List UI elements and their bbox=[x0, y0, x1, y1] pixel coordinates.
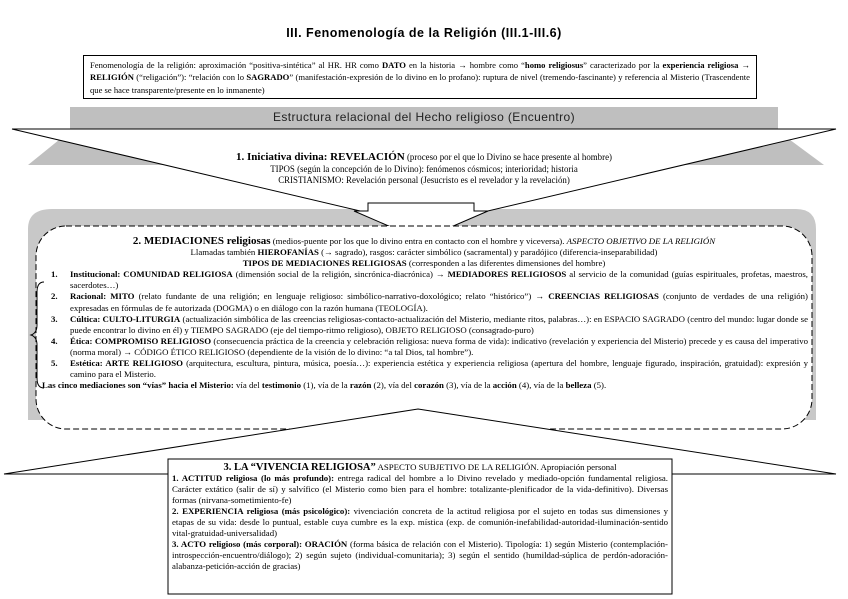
list-item bbox=[172, 506, 668, 539]
list-item bbox=[40, 358, 808, 380]
intro-text: ” caracterizado por la bbox=[583, 60, 663, 70]
vivencia-heading: 3. LA “VIVENCIA RELIGIOSA” bbox=[223, 462, 376, 473]
item-text: (arquitectura, escultura, pintura, música, poesía…): experiencia estética y experiencia religiosa (apertura del hombre, lenguaje figurado, inspiración, gratuidad): expresión y camino para el Misterio. bbox=[70, 358, 808, 380]
mediaciones-desc: (medios-puente por los que lo divino entra en contacto con el hombre y viceversa). bbox=[270, 236, 567, 246]
item-text: (dimensión social de la religión, sincrónica-diacrónica) → bbox=[232, 269, 448, 280]
item-label: Institucional: COMUNIDAD RELIGIOSA bbox=[70, 269, 233, 280]
vivencia-desc: ASPECTO SUBJETIVO DE LA RELIGIÓN. Apropiación personal bbox=[375, 462, 617, 472]
mediaciones-text: Llamadas también bbox=[190, 247, 258, 258]
banner-title: Estructura relacional del Hecho religioso (Encuentro) bbox=[272, 110, 575, 124]
vivencia-block bbox=[172, 462, 668, 572]
list-item bbox=[172, 473, 668, 506]
item-text: entrega radical del hombre a lo Divino revelado y mediado-opción fundamental religiosa. Carácter extático (salir de sí) y salvífico (el Misterio como bien para el hombre: totalizante-plenificador de la vida-definitivo). Diversas formas (nirvana-sometimiento-fe) bbox=[172, 473, 668, 505]
mediaciones-text: (→ sagrado), rasgos: carácter simbólico (sacramental) y paradójico (diferencia-inseparabilidad) bbox=[318, 247, 658, 258]
list-item bbox=[40, 336, 808, 358]
vias-text: (3), vía de la bbox=[443, 380, 493, 391]
via-accion: acción bbox=[492, 380, 517, 391]
mediaciones-text: (corresponden a las diferentes dimensiones del hombre) bbox=[406, 258, 606, 269]
item-label: 2. EXPERIENCIA religiosa (más psicológico): bbox=[172, 506, 351, 516]
item-text: (relato fundante de una religión; en lenguaje religioso: simbólico-narrativo-doxológico; relato “histórico”) → bbox=[134, 291, 549, 302]
item-label: Cúltica: CULTO-LITURGIA bbox=[70, 313, 181, 324]
vias-line bbox=[40, 380, 808, 391]
item-number: 1. bbox=[51, 269, 58, 280]
item-number: 2. bbox=[51, 291, 58, 302]
item-text: (actualización simbólica de las creencias religiosas-contacto-actualización del Misterio, mediante ritos, palabras…): en ESPACIO SAGRADO (centro del mundo: lugar donde se puede encontrar lo divino en él) y TIEMPO SAGRADO (eje del tiempo-ritmo religioso), OBJETO RELIGIOSO (consagrado-puro) bbox=[70, 313, 808, 335]
intro-text: ” (manifestación-expresión de lo divino en lo profano): ruptura de nivel (tremendo-fascinante) y referencia al Misterio (Trascendente que se hace transparente/presente en lo inmanente) bbox=[90, 72, 750, 95]
page-title: III. Fenomenología de la Religión (III.1-III.6) bbox=[286, 26, 562, 40]
via-testimonio: testimonio bbox=[261, 380, 301, 391]
tipos-mediaciones: TIPOS DE MEDIACIONES RELIGIOSAS bbox=[242, 258, 407, 269]
list-item bbox=[40, 291, 808, 313]
list-item bbox=[172, 539, 668, 572]
revelacion-desc: (proceso por el que lo Divino se hace presente al hombre) bbox=[404, 152, 612, 162]
intro-text: → bbox=[738, 60, 750, 70]
item-number: 4. bbox=[51, 335, 58, 346]
via-corazon: corazón bbox=[414, 380, 444, 391]
intro-dato: DATO bbox=[381, 60, 406, 70]
vias-text: (4), vía de la bbox=[516, 380, 566, 391]
vias-label: Las cinco mediaciones son “vías” hacia el Misterio: bbox=[42, 380, 234, 391]
item-text: (consecuencia práctica de la creencia y celebración religiosa: nueva forma de vida): indicativo (revelación y experiencia del Misterio) precede y es causa del imperativo (norma moral) → CÓDIGO ÉTICO RELIGIOSO (dependiente de la visión de lo divino: “a tal Dios, tal hombre”). bbox=[70, 335, 808, 357]
intro-experiencia: experiencia religiosa bbox=[662, 60, 739, 70]
intro-text: en la historia → hombre como “ bbox=[405, 60, 525, 70]
revelacion-tipos: TIPOS (según la concepción de lo Divino): fenómenos cósmicos; interioridad; historia bbox=[270, 163, 578, 174]
item-label: 1. ACTITUD religiosa (lo más profundo): bbox=[172, 473, 335, 483]
mediaciones-heading: 2. MEDIACIONES religiosas bbox=[132, 235, 271, 247]
revelacion-block bbox=[160, 152, 688, 187]
item-number: 3. bbox=[51, 313, 58, 324]
item-label: Racional: MITO bbox=[70, 291, 135, 302]
intro-text: Fenomenología de la religión: aproximación “positiva-sintética” al HR. HR como bbox=[90, 60, 382, 70]
item-text: (forma básica de relación con el Misterio). Tipología: 1) según Misterio (contemplación-introspección-encuentro/diálogo); 2) según sujeto (individual-comunitaria); 3) según el sentido (humildad-súplica de perdón-adoración-alabanza-petición-acción de gracias) bbox=[172, 539, 668, 571]
item-label: Estética: ARTE RELIGIOSO bbox=[70, 358, 183, 369]
item-label: 3. ACTO religioso (más corporal): ORACIÓN bbox=[172, 539, 348, 549]
hierofanias: HIEROFANÍAS bbox=[257, 247, 319, 258]
via-belleza: belleza bbox=[565, 380, 592, 391]
item-text: (conjunto de verdades de una religión) expresadas en fórmulas de fe autorizada (DOGMA) o en diálogo con la razón humana (TEOLOGÍA). bbox=[70, 291, 808, 313]
item-label: Ética: COMPROMISO RELIGIOSO bbox=[70, 335, 212, 346]
vias-text: vía del bbox=[233, 380, 262, 391]
revelacion-cristianismo: CRISTIANISMO: Revelación personal (Jesucristo es el revelador y la revelación) bbox=[278, 175, 570, 185]
item-bold: MEDIADORES RELIGIOSOS bbox=[447, 269, 567, 280]
intro-religion: RELIGIÓN bbox=[90, 72, 134, 83]
intro-text: (“religación”): “relación con lo bbox=[133, 72, 247, 83]
mediaciones-aspect: ASPECTO OBJETIVO DE LA RELIGIÓN bbox=[566, 236, 716, 246]
item-bold: CREENCIAS RELIGIOSAS bbox=[548, 291, 659, 302]
item-text: al servicio de la comunidad (guías espirituales, profetas, maestros, sacerdotes…) bbox=[70, 269, 809, 291]
item-number: 5. bbox=[51, 358, 58, 369]
mediaciones-list bbox=[40, 269, 808, 380]
intro-sagrado: SAGRADO bbox=[246, 72, 290, 83]
vias-text: (2), vía del bbox=[371, 380, 415, 391]
revelacion-heading: 1. Iniciativa divina: REVELACIÓN bbox=[236, 151, 405, 163]
mediaciones-block bbox=[40, 236, 808, 391]
via-razon: razón bbox=[349, 380, 372, 391]
intro-homo-religiosus: homo religiosus bbox=[524, 60, 584, 70]
item-text: vivenciación concreta de la actitud religiosa por el sujeto en todas sus dimensiones y etapas de su vida: desde lo puntual, estable cuya cumbre es la exp. mística (exp. de comunión-inefabilidad-autoridad-iluminación-sentido vital-gratuidad-universalidad) bbox=[172, 506, 668, 538]
list-item bbox=[40, 269, 808, 291]
vias-text: (1), vía de la bbox=[301, 380, 350, 391]
vias-text: (5). bbox=[591, 380, 607, 391]
list-item bbox=[40, 314, 808, 336]
